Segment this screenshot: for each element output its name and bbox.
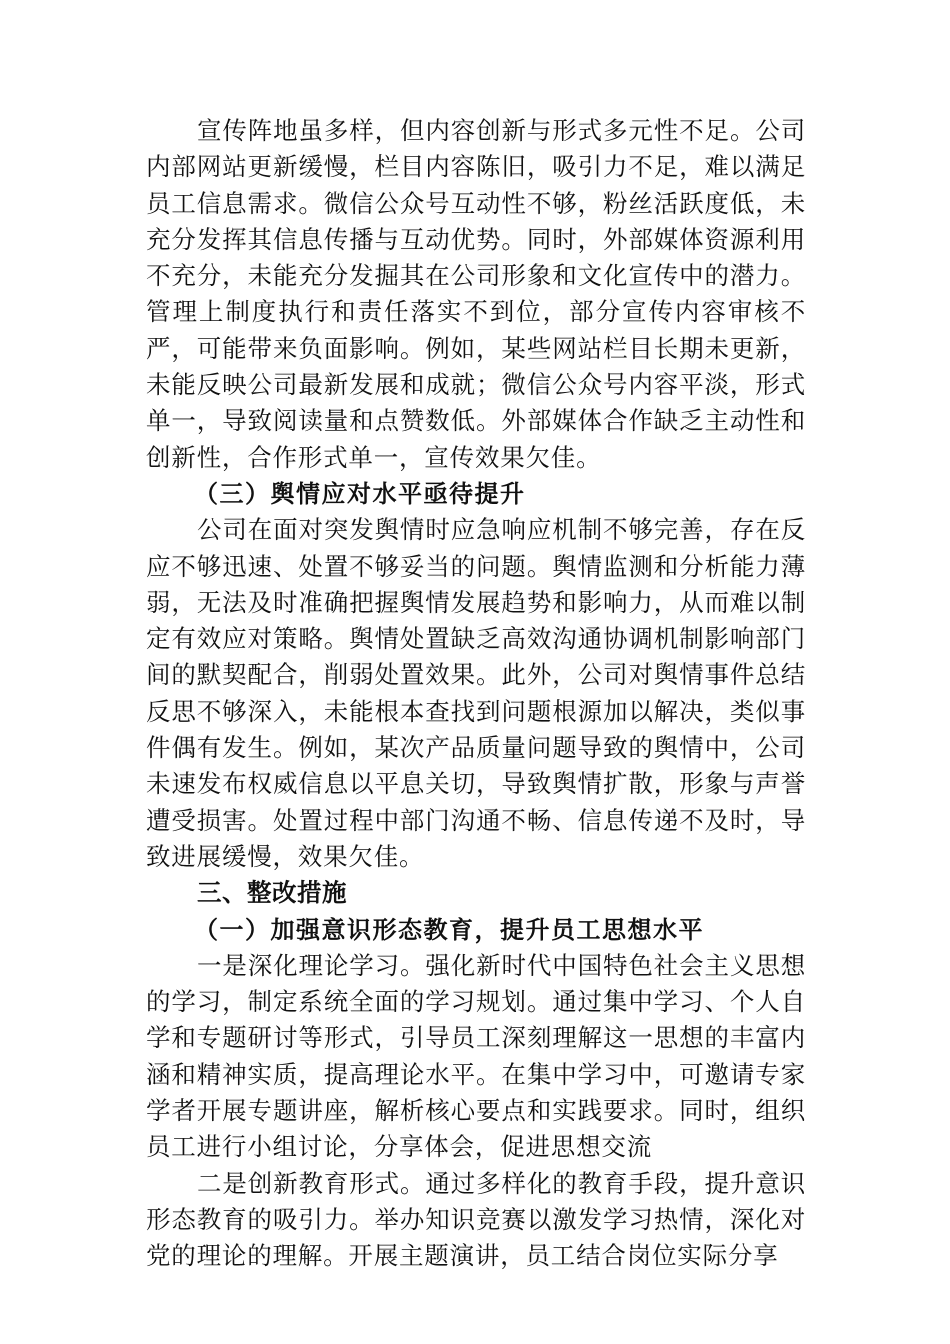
body-paragraph: 一是深化理论学习。强化新时代中国特色社会主义思想的学习，制定系统全面的学习规划。通过集中学习、个人自学和专题研讨等形式，引导员工深刻理解这一思想的丰富内涵和精神实质，提高理论水平。在集中学习中，可邀请专家学者开展专题讲座，解析核心要点和实践要求。同时，组织员工进行小组讨论，分享体会，促进思想交流	[146, 950, 806, 1162]
body-paragraph: 公司在面对突发舆情时应急响应机制不够完善，存在反应不够迅速、处置不够妥当的问题。舆情监测和分析能力薄弱，无法及时准确把握舆情发展趋势和影响力，从而难以制定有效应对策略。舆情处置缺乏高效沟通协调机制影响部门间的默契配合，削弱处置效果。此外，公司对舆情事件总结反思不够深入，未能根本查找到问题根源加以解决，类似事件偶有发生。例如，某次产品质量问题导致的舆情中，公司未速发布权威信息以平息关切，导致舆情扩散，形象与声誉遭受损害。处置过程中部门沟通不畅、信息传递不及时，导致进展缓慢，效果欠佳。	[146, 515, 806, 871]
subheading: （三）舆情应对水平亟待提升	[194, 478, 526, 508]
body-paragraph: 二是创新教育形式。通过多样化的教育手段，提升意识形态教育的吸引力。举办知识竞赛以激发学习热情，深化对党的理论的理解。开展主题演讲，员工结合岗位实际分享	[146, 1168, 806, 1271]
body-paragraph: 宣传阵地虽多样，但内容创新与形式多元性不足。公司内部网站更新缓慢，栏目内容陈旧，吸引力不足，难以满足员工信息需求。微信公众号互动性不够，粉丝活跃度低，未充分发挥其信息传播与互动优势。同时，外部媒体资源利用不充分，未能充分发掘其在公司形象和文化宣传中的潜力。管理上制度执行和责任落实不到位，部分宣传内容审核不严，可能带来负面影响。例如，某些网站栏目长期未更新，未能反映公司最新发展和成就；微信公众号内容平淡，形式单一，导致阅读量和点赞数低。外部媒体合作缺乏主动性和创新性，合作形式单一，宣传效果欠佳。	[146, 116, 806, 472]
subheading: （一）加强意识形态教育，提升员工思想水平	[194, 914, 704, 944]
section-heading: 三、整改措施	[197, 878, 347, 908]
document-page	[146, 113, 806, 1275]
